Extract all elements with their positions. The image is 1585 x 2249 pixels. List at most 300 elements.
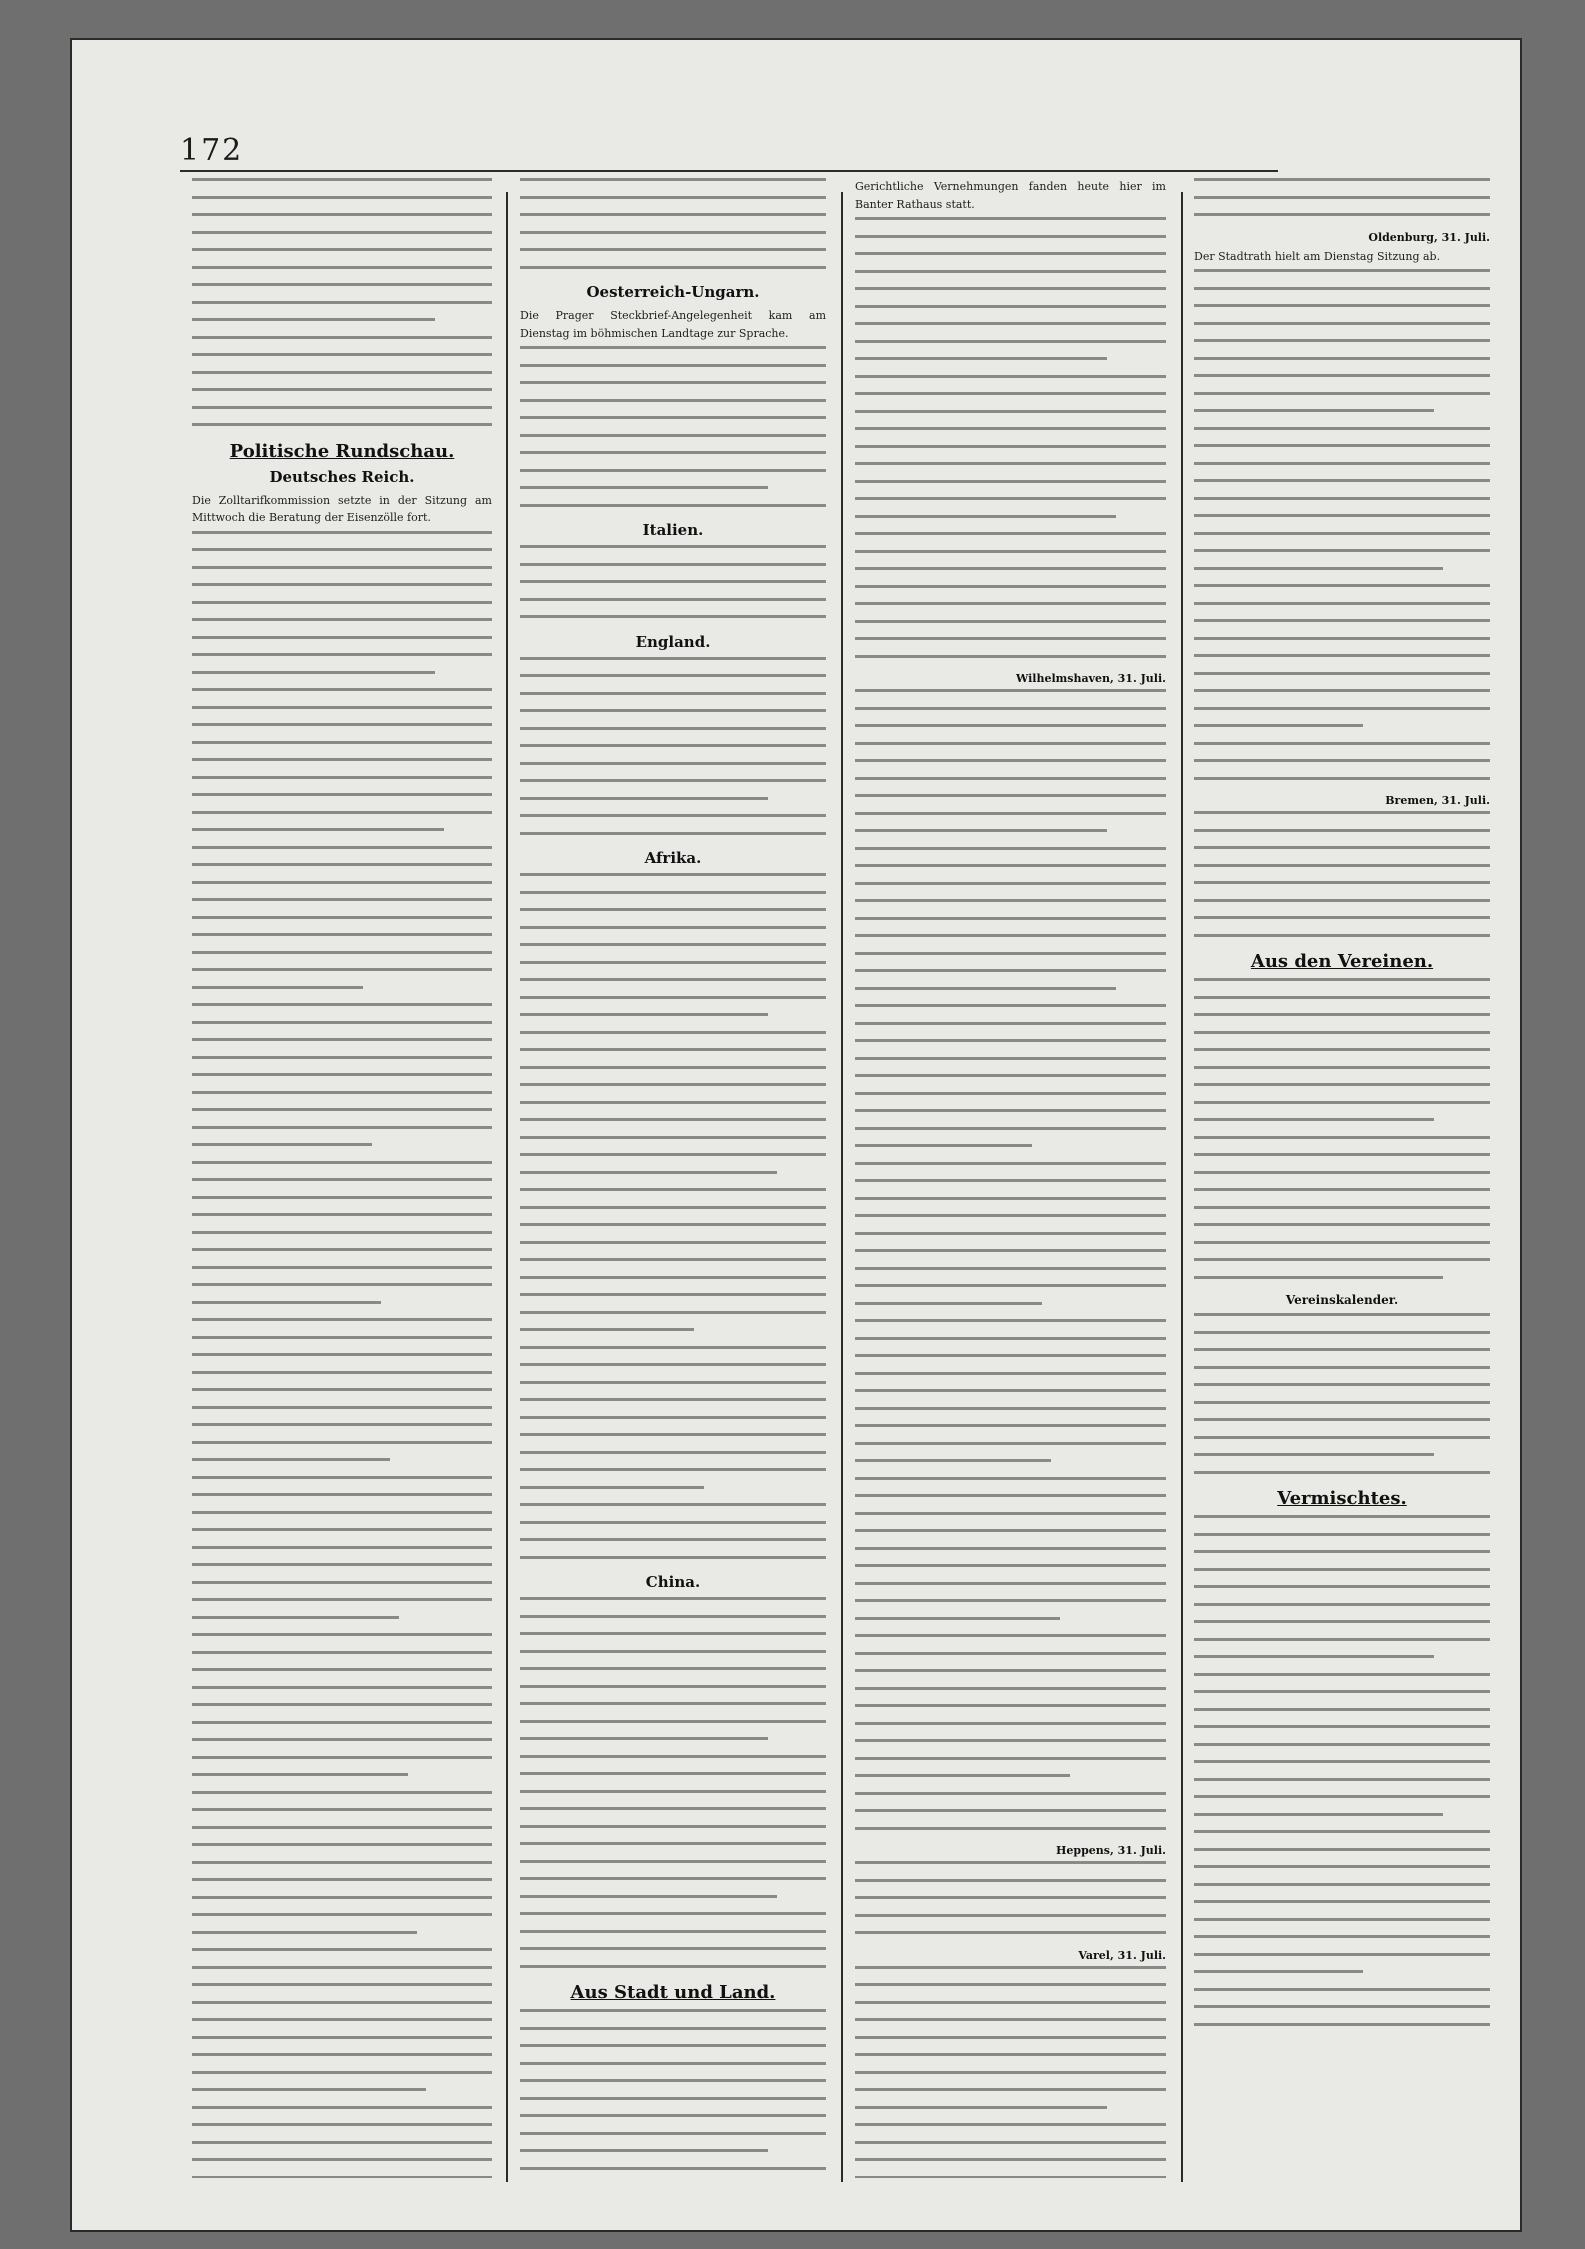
text-line xyxy=(192,1861,492,1864)
text-line xyxy=(192,1266,492,1269)
text-line xyxy=(1194,444,1490,447)
section-head-china: China. xyxy=(645,1573,701,1591)
text-line xyxy=(520,1965,826,1968)
text-line xyxy=(1194,1241,1490,1244)
text-line xyxy=(192,371,492,374)
text-line xyxy=(855,637,1166,640)
text-line xyxy=(520,926,826,929)
text-line xyxy=(192,423,492,426)
text-line xyxy=(1194,978,1490,981)
text-line xyxy=(855,1966,1166,1969)
text-line xyxy=(520,1451,826,1454)
text-line xyxy=(192,811,492,814)
text-line xyxy=(192,1826,492,1829)
text-line xyxy=(192,1213,492,1216)
text-line xyxy=(192,336,492,339)
text-line xyxy=(855,1162,1166,1165)
text-line xyxy=(1194,374,1490,377)
text-line xyxy=(192,2088,426,2091)
text-line xyxy=(1194,1935,1490,1938)
text-line xyxy=(855,1739,1166,1742)
text-line xyxy=(192,1073,492,1076)
text-line xyxy=(1194,1515,1490,1518)
text-line xyxy=(192,1108,492,1111)
text-line xyxy=(1194,1206,1490,1209)
text-line xyxy=(520,1790,826,1793)
text-line xyxy=(520,580,826,583)
text-line xyxy=(1194,637,1490,640)
text-line xyxy=(855,1232,1166,1235)
text-line xyxy=(855,2053,1166,2056)
text-line xyxy=(192,2158,492,2161)
text-line xyxy=(192,1843,492,1846)
text-line xyxy=(1194,1436,1490,1439)
text-line xyxy=(192,1196,492,1199)
text-line xyxy=(855,1792,1166,1795)
text-line xyxy=(855,1477,1166,1480)
text-line xyxy=(855,497,1166,500)
text-line xyxy=(520,1685,826,1688)
text-line xyxy=(1194,1348,1490,1351)
text-line xyxy=(520,1433,826,1436)
column-4-text: Der Stadtrath hielt am Dienstag Sitzung ab. xyxy=(1194,249,1441,263)
text-line xyxy=(520,213,826,216)
text-line xyxy=(192,1721,492,1724)
text-line xyxy=(855,445,1166,448)
column-3 xyxy=(855,178,1166,2178)
text-line xyxy=(192,1003,492,1006)
text-line xyxy=(855,829,1107,832)
text-line xyxy=(192,1301,381,1304)
text-line xyxy=(192,2141,492,2144)
text-line xyxy=(855,1861,1166,1864)
text-line xyxy=(855,305,1166,308)
text-line xyxy=(192,2053,492,2056)
column-2-text: Die Prager Steckbrief-Angelegenheit kam am Dienstag im böhmischen Landtage zur Sprache. xyxy=(520,309,826,340)
text-line xyxy=(520,434,826,437)
text-line xyxy=(855,1722,1166,1725)
text-line xyxy=(855,2106,1107,2109)
text-line xyxy=(520,364,826,367)
text-line xyxy=(520,266,826,269)
text-line xyxy=(192,2123,492,2126)
text-line xyxy=(520,2132,826,2135)
text-line xyxy=(520,873,826,876)
text-line xyxy=(1194,1313,1490,1316)
text-line xyxy=(855,1652,1166,1655)
text-line xyxy=(855,1249,1166,1252)
text-line xyxy=(1194,1550,1490,1553)
text-line xyxy=(520,943,826,946)
text-line xyxy=(520,1842,826,1845)
text-line xyxy=(192,618,492,621)
text-line xyxy=(192,2018,492,2021)
page-number: 172 xyxy=(180,133,244,168)
text-line xyxy=(1194,322,1490,325)
text-line xyxy=(192,898,492,901)
text-line xyxy=(520,598,826,601)
text-line xyxy=(520,891,826,894)
text-line xyxy=(520,1503,826,1506)
text-line xyxy=(1194,1848,1490,1851)
text-line xyxy=(855,2088,1166,2091)
text-line xyxy=(1194,811,1490,814)
text-line xyxy=(855,987,1116,990)
text-line xyxy=(192,1546,492,1549)
dateline-heppens: Heppens, 31. Juli. xyxy=(1056,1844,1166,1857)
text-line xyxy=(1194,1988,1490,1991)
text-line xyxy=(192,671,435,674)
text-line xyxy=(192,951,492,954)
text-line xyxy=(855,2036,1166,2039)
text-line xyxy=(1194,479,1490,482)
text-line xyxy=(1194,602,1490,605)
text-line xyxy=(855,655,1166,658)
text-line xyxy=(520,1031,826,1034)
text-line xyxy=(192,2176,492,2179)
text-line xyxy=(192,1231,492,1234)
section-head-england: England. xyxy=(635,632,711,651)
text-line xyxy=(855,1109,1166,1112)
text-line xyxy=(1194,532,1490,535)
text-line xyxy=(855,1074,1166,1077)
text-line xyxy=(520,744,826,747)
text-line xyxy=(855,1547,1166,1550)
text-line xyxy=(520,797,768,800)
text-line xyxy=(192,283,492,286)
text-line xyxy=(1194,1568,1490,1571)
text-line xyxy=(520,1737,768,1740)
text-line xyxy=(520,1895,777,1898)
text-line xyxy=(520,908,826,911)
text-line xyxy=(1194,1900,1490,1903)
text-line xyxy=(520,1755,826,1758)
text-line xyxy=(855,812,1166,815)
text-line xyxy=(1194,1795,1490,1798)
text-line xyxy=(1194,2023,1490,2026)
text-line xyxy=(855,2001,1166,2004)
text-line xyxy=(192,1056,492,1059)
text-line xyxy=(1194,934,1490,937)
text-line xyxy=(855,1529,1166,1532)
text-line xyxy=(1194,514,1490,517)
text-line xyxy=(855,2176,1166,2179)
text-line xyxy=(192,1476,492,1479)
text-line xyxy=(520,961,826,964)
text-line xyxy=(855,235,1166,238)
text-line xyxy=(520,1101,826,1104)
text-line xyxy=(520,1398,826,1401)
text-line xyxy=(855,777,1166,780)
text-line xyxy=(520,2009,826,2012)
newspaper-page xyxy=(72,40,1520,2230)
text-line xyxy=(520,486,768,489)
text-line xyxy=(855,724,1166,727)
text-line xyxy=(192,248,492,251)
text-line xyxy=(855,1827,1166,1830)
text-line xyxy=(520,692,826,695)
text-line xyxy=(192,318,435,321)
text-line xyxy=(520,832,826,835)
section-head-vereine: Aus den Vereinen. xyxy=(1250,951,1434,972)
text-line xyxy=(520,1825,826,1828)
text-line xyxy=(1194,899,1490,902)
text-line xyxy=(192,1616,399,1619)
text-line xyxy=(192,1581,492,1584)
text-line xyxy=(520,2079,826,2082)
text-line xyxy=(192,1528,492,1531)
text-line xyxy=(855,550,1166,553)
text-line xyxy=(192,2036,492,2039)
text-line xyxy=(1194,846,1490,849)
section-head-politische: Politische Rundschau. xyxy=(229,440,455,462)
text-line xyxy=(520,814,826,817)
text-line xyxy=(520,1468,826,1471)
text-line xyxy=(192,1371,492,1374)
text-line xyxy=(855,287,1166,290)
text-line xyxy=(192,776,492,779)
text-line xyxy=(520,1912,826,1915)
text-line xyxy=(520,1521,826,1524)
text-line xyxy=(1194,1673,1490,1676)
text-line xyxy=(1194,1083,1490,1086)
text-line xyxy=(520,451,826,454)
text-line xyxy=(192,1388,492,1391)
section-head-italien: Italien. xyxy=(642,521,704,539)
text-line xyxy=(192,1773,408,1776)
text-line xyxy=(855,794,1166,797)
column-4 xyxy=(1194,178,1490,2178)
text-line xyxy=(192,2001,492,2004)
text-line xyxy=(192,688,492,691)
text-line xyxy=(192,301,492,304)
text-line xyxy=(855,707,1166,710)
text-line xyxy=(855,252,1166,255)
text-line xyxy=(520,1328,694,1331)
column-1-text: Die Zolltarifkommission setzte in der Sitzung am Mittwoch die Beratung der Eisenzölle fort. xyxy=(192,493,492,524)
text-line xyxy=(520,1720,826,1723)
text-line xyxy=(192,933,492,936)
text-line xyxy=(520,1258,826,1261)
text-line xyxy=(1194,1918,1490,1921)
text-line xyxy=(855,1092,1166,1095)
text-line xyxy=(1194,742,1490,745)
text-line xyxy=(192,1913,492,1916)
text-line xyxy=(520,1223,826,1226)
text-line xyxy=(1194,1031,1490,1034)
text-line xyxy=(1194,427,1490,430)
text-line xyxy=(520,1381,826,1384)
text-line xyxy=(520,1772,826,1775)
text-line xyxy=(855,2158,1166,2161)
text-line xyxy=(192,388,492,391)
text-line xyxy=(855,1354,1166,1357)
text-line xyxy=(1194,269,1490,272)
text-line xyxy=(520,1416,826,1419)
text-line xyxy=(1194,1453,1434,1456)
text-line xyxy=(855,1337,1166,1340)
text-line xyxy=(192,1686,492,1689)
text-line xyxy=(855,1144,1032,1147)
text-line xyxy=(520,248,826,251)
text-line xyxy=(520,1486,704,1489)
text-line xyxy=(855,322,1166,325)
text-line xyxy=(192,1948,492,1951)
text-line xyxy=(520,2027,826,2030)
text-line xyxy=(855,2018,1166,2021)
text-line xyxy=(855,1564,1166,1567)
text-line xyxy=(520,2114,826,2117)
section-head-deutsches-reich: Deutsches Reich. xyxy=(269,467,415,486)
text-line xyxy=(1194,1813,1443,1816)
text-line xyxy=(855,1319,1166,1322)
text-line xyxy=(855,1512,1166,1515)
text-line xyxy=(520,657,826,660)
text-line xyxy=(1194,1970,1363,1973)
text-line xyxy=(520,1171,777,1174)
text-line xyxy=(520,2167,826,2170)
text-line xyxy=(192,1808,492,1811)
text-line xyxy=(855,917,1166,920)
text-line xyxy=(192,653,492,656)
text-line xyxy=(855,1757,1166,1760)
text-line xyxy=(1194,829,1490,832)
column-1 xyxy=(192,178,492,2178)
text-line xyxy=(1194,339,1490,342)
text-line xyxy=(192,1493,492,1496)
text-line xyxy=(1194,864,1490,867)
text-line xyxy=(192,741,492,744)
text-line xyxy=(192,548,492,551)
text-line xyxy=(192,1283,492,1286)
text-line xyxy=(520,346,826,349)
text-line xyxy=(192,1248,492,1251)
text-line xyxy=(1194,549,1490,552)
text-line xyxy=(192,1756,492,1759)
text-line xyxy=(192,916,492,919)
text-line xyxy=(520,1346,826,1349)
text-line xyxy=(192,266,492,269)
text-line xyxy=(520,1188,826,1191)
text-line xyxy=(192,2106,492,2109)
text-line xyxy=(192,1651,492,1654)
text-line xyxy=(855,1774,1070,1777)
text-line xyxy=(1194,1533,1490,1536)
text-line xyxy=(520,1877,826,1880)
text-line xyxy=(520,1276,826,1279)
text-line xyxy=(1194,1276,1443,1279)
text-line xyxy=(1194,1638,1490,1641)
text-line xyxy=(520,1118,826,1121)
text-line xyxy=(855,847,1166,850)
text-line xyxy=(1194,759,1490,762)
text-line xyxy=(192,793,492,796)
text-line xyxy=(520,545,826,548)
dateline-varel: Varel, 31. Juli. xyxy=(1078,1948,1166,1962)
text-line xyxy=(192,723,492,726)
text-line xyxy=(192,1458,390,1461)
text-line xyxy=(192,231,492,234)
text-line xyxy=(1194,1471,1490,1474)
text-line xyxy=(855,1704,1166,1707)
text-line xyxy=(520,416,826,419)
text-line xyxy=(520,1066,826,1069)
text-line xyxy=(520,615,826,618)
text-line xyxy=(1194,304,1490,307)
text-line xyxy=(520,504,826,507)
text-line xyxy=(1194,1366,1490,1369)
text-line xyxy=(192,1633,492,1636)
text-line xyxy=(855,427,1166,430)
text-line xyxy=(192,1511,492,1514)
text-line xyxy=(855,1914,1166,1917)
text-line xyxy=(855,567,1166,570)
text-line xyxy=(520,1048,826,1051)
text-line xyxy=(855,759,1166,762)
text-line xyxy=(1194,1953,1490,1956)
text-line xyxy=(1194,1603,1490,1606)
section-head-afrika: Afrika. xyxy=(644,849,702,867)
text-line xyxy=(520,762,826,765)
text-line xyxy=(1194,707,1490,710)
text-line xyxy=(1194,409,1434,412)
text-line xyxy=(855,2071,1166,2074)
text-line xyxy=(192,1091,492,1094)
text-line xyxy=(855,515,1116,518)
text-line xyxy=(520,1667,826,1670)
text-line xyxy=(855,1599,1166,1602)
text-line xyxy=(192,1406,492,1409)
text-line xyxy=(192,1423,492,1426)
text-line xyxy=(192,406,492,409)
text-line xyxy=(1194,1883,1490,1886)
text-line xyxy=(855,585,1166,588)
text-line xyxy=(1194,178,1490,181)
text-line xyxy=(520,1013,768,1016)
text-line xyxy=(855,1494,1166,1497)
text-line xyxy=(855,1127,1166,1130)
text-line xyxy=(192,601,492,604)
text-line xyxy=(520,1136,826,1139)
text-line xyxy=(855,340,1166,343)
text-line xyxy=(520,469,826,472)
text-line xyxy=(1194,619,1490,622)
text-line xyxy=(192,1161,492,1164)
text-line xyxy=(192,213,492,216)
text-line xyxy=(855,1179,1166,1182)
text-line xyxy=(855,480,1166,483)
text-line xyxy=(1194,567,1443,570)
text-line xyxy=(1194,1655,1434,1658)
text-line xyxy=(192,1983,492,1986)
text-line xyxy=(192,1178,492,1181)
text-line xyxy=(855,1284,1166,1287)
text-line xyxy=(520,1556,826,1559)
text-line xyxy=(1194,1830,1490,1833)
text-line xyxy=(192,706,492,709)
text-line xyxy=(192,1038,492,1041)
text-line xyxy=(1194,916,1490,919)
text-line xyxy=(520,1702,826,1705)
text-line xyxy=(1194,1171,1490,1174)
text-line xyxy=(1194,881,1490,884)
text-line xyxy=(855,1372,1166,1375)
text-line xyxy=(855,1459,1051,1462)
text-line xyxy=(192,881,492,884)
text-line xyxy=(1194,724,1363,727)
text-line xyxy=(192,1703,492,1706)
text-line xyxy=(520,2097,826,2100)
